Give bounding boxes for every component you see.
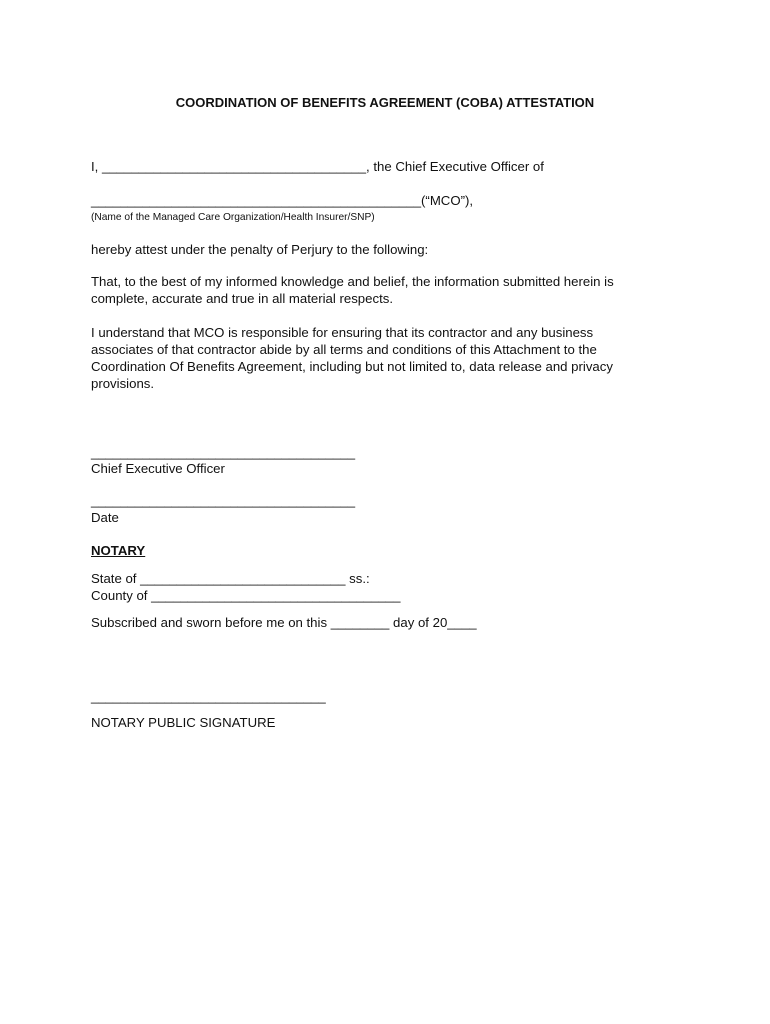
notary-heading: NOTARY — [91, 543, 146, 558]
paragraph-line: I understand that MCO is responsible for ensuring that its contractor and any business — [91, 325, 594, 340]
mco-caption: (Name of the Managed Care Organization/Health Insurer/SNP) — [91, 212, 375, 223]
paragraph-line: That, to the best of my informed knowledge and belief, the information submitted herein is — [91, 274, 614, 289]
date-line: ____________________________________ — [91, 493, 356, 508]
document-title: COORDINATION OF BENEFITS AGREEMENT (COBA) ATTESTATION — [175, 95, 595, 110]
paragraph-knowledge — [91, 273, 651, 307]
paragraph-line: provisions. — [91, 376, 155, 391]
date-label: Date — [91, 510, 119, 525]
ceo-signature-label: Chief Executive Officer — [91, 461, 225, 476]
county-line: County of __________________________________ — [91, 588, 401, 603]
paragraph-line: Coordination Of Benefits Agreement, including but not limited to, data release and privacy — [91, 359, 613, 374]
ceo-signature-line: ____________________________________ — [91, 445, 356, 460]
notary-signature-label: NOTARY PUBLIC SIGNATURE — [91, 715, 276, 730]
sworn-line: Subscribed and sworn before me on this ________ day of 20____ — [91, 615, 477, 630]
attest-statement: hereby attest under the penalty of Perjury to the following: — [91, 242, 429, 257]
mco-name-line: _____________________________________________(“MCO”), — [91, 193, 474, 208]
paragraph-responsibility — [91, 324, 651, 392]
ceo-name-line: I, ____________________________________, the Chief Executive Officer of — [91, 159, 544, 174]
state-line: State of ____________________________ ss.: — [91, 571, 370, 586]
paragraph-line: associates of that contractor abide by all terms and conditions of this Attachment to the — [91, 342, 597, 357]
notary-signature-line: ________________________________ — [91, 689, 326, 704]
paragraph-line: complete, accurate and true in all material respects. — [91, 291, 393, 306]
